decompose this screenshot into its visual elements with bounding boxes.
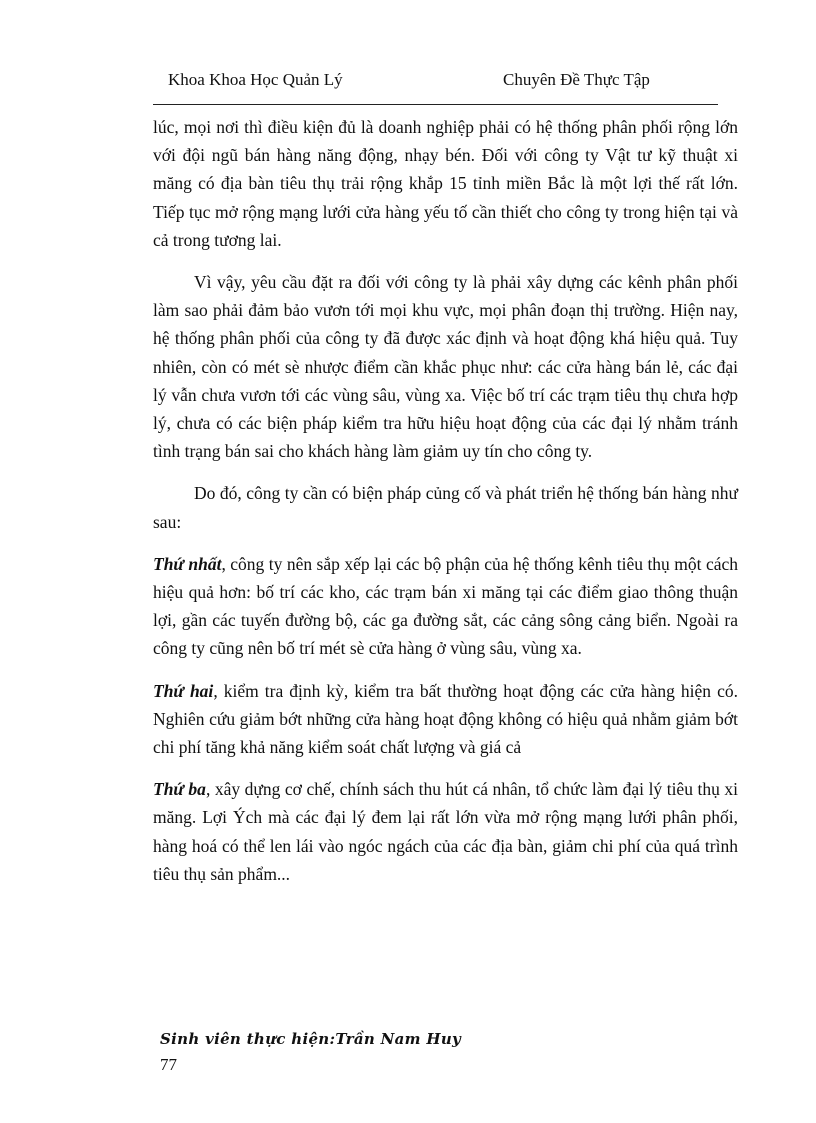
page-header	[153, 70, 718, 105]
paragraph-text: Do đó, công ty cần có biện pháp củng cố và phát triển hệ thống bán hàng như sau:	[153, 483, 738, 532]
header-faculty: Khoa Khoa Học Quản Lý	[168, 70, 343, 89]
paragraph-text: lúc, mọi nơi thì điều kiện đủ là doanh nghiệp phải có hệ thống phân phối rộng lớn với đội ngũ bán hàng năng động, nhạy bén. Đối với công ty Vật tư kỹ thuật xi măng có địa bàn tiêu thụ trải rộng khắp 15 tỉnh miền Bắc là một lợi thế rất lớn. Tiếp tục mở rộng mạng lưới cửa hàng yếu tố cần thiết cho công ty trong hiện tại và cả trong tương lai.	[153, 117, 738, 250]
header-report-title: Chuyên Đề Thực Tập	[503, 70, 650, 89]
footer-author: Sinh viên thực hiện:Trần Nam Huy	[160, 1030, 462, 1048]
paragraph-text: , xây dựng cơ chế, chính sách thu hút cá nhân, tổ chức làm đại lý tiêu thụ xi măng. Lợi Ých mà các đại lý đem lại rất lớn vừa mở rộng mạng lưới phân phối, hàng hoá có thể len lái vào ngóc ngách của các địa bàn, giảm chi phí của quá trình tiêu thụ sản phẩm...	[153, 779, 738, 884]
paragraph-second-measure	[153, 677, 738, 762]
paragraph-requirements	[153, 268, 738, 465]
paragraph-text: Vì vậy, yêu cầu đặt ra đối với công ty là phải xây dựng các kênh phân phối làm sao phải đảm bảo vươn tới mọi khu vực, mọi phân đoạn thị trường. Hiện nay, hệ thống phân phối của công ty đã được xác định và hoạt động khá hiệu quả. Tuy nhiên, còn có mét sè nhược điểm cần khắc phục như: các cửa hàng bán lẻ, các đại lý vẫn chưa vươn tới các vùng sâu, vùng xa. Việc bố trí các trạm tiêu thụ chưa hợp lý, chưa có các biện pháp kiểm tra hữu hiệu hoạt động của các đại lý nhằm tránh tình trạng bán sai cho khách hàng làm giảm uy tín cho công ty.	[153, 272, 738, 462]
paragraph-text: , công ty nên sắp xếp lại các bộ phận của hệ thống kênh tiêu thụ một cách hiệu quả hơn: bố trí các kho, các trạm bán xi măng tại các điểm giao thông thuận lợi, gần các tuyến đường bộ, các ga đường sắt, các cảng sông cảng biển. Ngoài ra công ty cũng nên bố trí mét sè cửa hàng ở vùng sâu, vùng xa.	[153, 553, 738, 659]
page-number: 77	[160, 1055, 177, 1074]
paragraph-continuation	[153, 113, 738, 254]
paragraph-lead: Thứ ba	[153, 779, 206, 800]
paragraph-measures-intro	[153, 479, 738, 535]
paragraph-lead: Thứ nhất	[153, 553, 222, 574]
body-text	[153, 113, 738, 888]
paragraph-first-measure	[153, 550, 738, 663]
paragraph-lead: Thứ hai	[153, 680, 214, 701]
paragraph-third-measure	[153, 775, 738, 888]
paragraph-text: , kiểm tra định kỳ, kiểm tra bất thường hoạt động các cửa hàng hiện có. Nghiên cứu giảm bớt những cửa hàng hoạt động không có hiệu quả nhằm giảm bớt chi phí tăng khả năng kiểm soát chất lượng và giá cả	[153, 680, 738, 758]
